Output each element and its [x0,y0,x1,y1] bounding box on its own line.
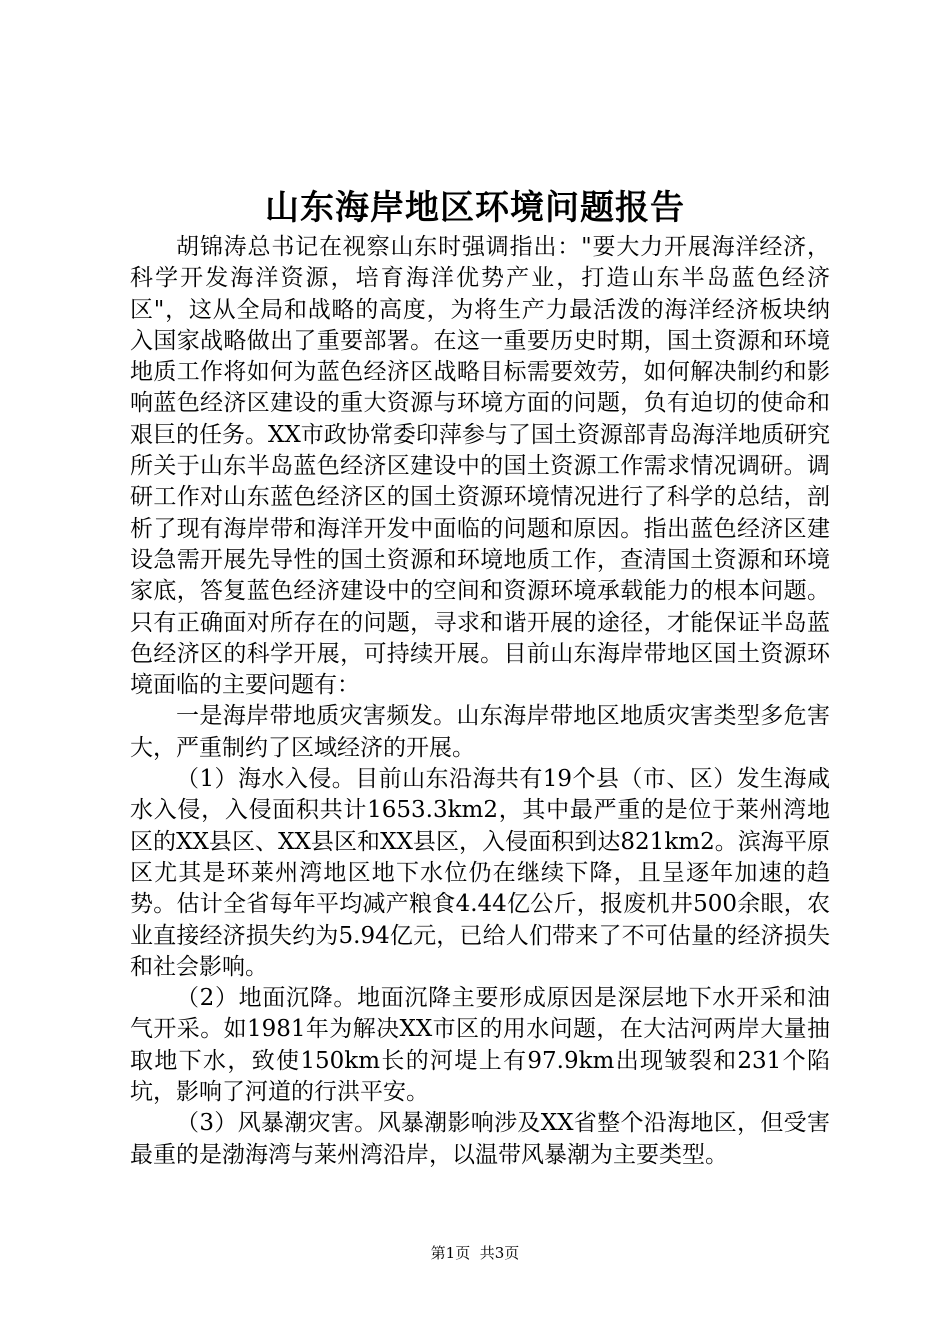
document-body [130,232,830,1171]
paragraph-land-subsidence: （2）地面沉降。地面沉降主要形成原因是深层地下水开采和油气开采。如1981年为解决XX市区的用水问题，在大沽河两岸大量抽取地下水，致使150km长的河堤上有97.9km出现皱裂和231个陷坑，影响了河道的行洪平安。 [130,985,830,1106]
paragraph-seawater-intrusion: （1）海水入侵。目前山东沿海共有19个县（市、区）发生海咸水入侵，入侵面积共计1653.3km2，其中最严重的是位于莱州湾地区的XX县区、XX县区和XX县区，入侵面积到达821km2。滨海平原区尤其是环莱州湾地区地下水位仍在继续下降，且呈逐年加速的趋势。估计全省每年平均减产粮食4.44亿公斤，报废机井500余眼，农业直接经济损失约为5.94亿元，已给人们带来了不可估量的经济损失和社会影响。 [130,766,830,980]
document-title: 山东海岸地区环境问题报告 [265,188,685,228]
page-footer [0,1243,950,1263]
paragraph-storm-surge: （3）风暴潮灾害。风暴潮影响涉及XX省整个沿海地区，但受害最重的是渤海湾与莱州湾沿岸，以温带风暴潮为主要类型。 [130,1110,830,1168]
page-number: 第1页 [430,1244,471,1262]
page-total: 共3页 [479,1244,520,1262]
paragraph-intro: 胡锦涛总书记在视察山东时强调指出："要大力开展海洋经济，科学开发海洋资源，培育海洋优势产业，打造山东半岛蓝色经济区"，这从全局和战略的高度，为将生产力最活泼的海洋经济板块纳入国家战略做出了重要部署。在这一重要历史时期，国土资源和环境地质工作将如何为蓝色经济区战略目标需要效劳，如何解决制约和影响蓝色经济区建设的重大资源与环境方面的问题，负有迫切的使命和艰巨的任务。XX市政协常委印萍参与了国土资源部青岛海洋地质研究所关于山东半岛蓝色经济区建设中的国土资源工作需求情况调研。调研工作对山东蓝色经济区的国土资源环境情况进行了科学的总结，剖析了现有海岸带和海洋开发中面临的问题和原因。指出蓝色经济区建设急需开展先导性的国土资源和环境地质工作，查清国土资源和环境家底，答复蓝色经济建设中的空间和资源环境承载能力的根本问题。只有正确面对所存在的问题，寻求和谐开展的途径，才能保证半岛蓝色经济区的科学开展，可持续开展。目前山东海岸带地区国土资源环境面临的主要问题有： [130,234,830,699]
paragraph-geohazards: 一是海岸带地质灾害频发。山东海岸带地区地质灾害类型多危害大，严重制约了区域经济的开展。 [130,703,830,761]
